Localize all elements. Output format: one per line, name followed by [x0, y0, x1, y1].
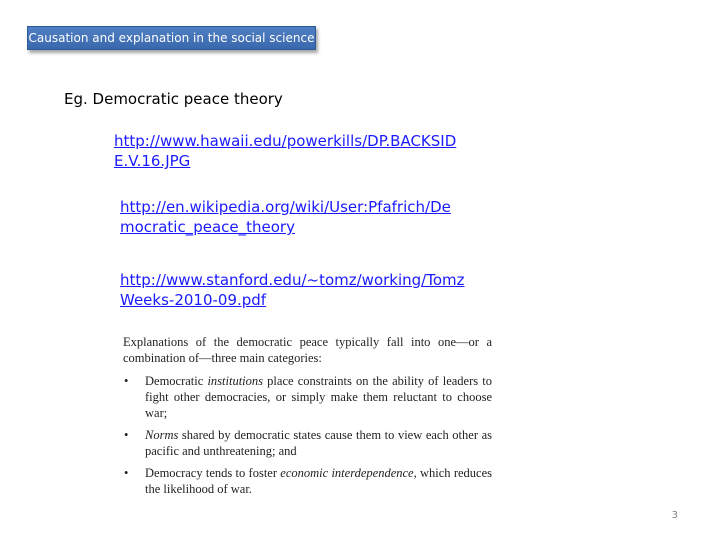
item-text-pre: Democratic — [145, 374, 208, 388]
bullet-icon: • — [124, 374, 129, 388]
item-text-post: place constraints on the ability of leaders to fight other democracies, or simply make them reluctant to choose war; — [145, 374, 492, 420]
excerpt-list — [123, 373, 492, 497]
item-text-em: Norms — [145, 428, 179, 442]
slide-number: 3 — [671, 510, 678, 521]
link-hawaii[interactable]: http://www.hawaii.edu/powerkills/DP.BACKSIDE.V.16.JPG — [114, 132, 457, 170]
link-stanford[interactable]: http://www.stanford.edu/~tomz/working/TomzWeeks-2010-09.pdf — [120, 271, 465, 309]
link-wikipedia[interactable]: http://en.wikipedia.org/wiki/User:Pfafrich/Democratic_peace_theory — [120, 198, 451, 236]
item-text-post: , which reduces the likelihood of war. — [145, 466, 492, 496]
item-text-em: institutions — [207, 374, 264, 388]
slide-title-banner — [27, 26, 316, 50]
list-item — [123, 465, 492, 497]
bullet-icon: • — [124, 466, 129, 480]
list-item — [123, 427, 492, 459]
excerpt-image — [123, 334, 492, 503]
item-text-post: shared by democratic states cause them to view each other as pacific and unthreatening; and — [145, 428, 492, 458]
section-heading: Eg. Democratic peace theory — [64, 90, 283, 108]
slide-title-text: Causation and explanation in the social science — [28, 31, 315, 45]
item-text-pre: Democracy tends to foster — [145, 466, 281, 480]
bullet-icon: • — [124, 428, 129, 442]
excerpt-intro: Explanations of the democratic peace typically fall into one—or a combination of—three main categories: — [123, 335, 492, 365]
list-item — [123, 373, 492, 421]
item-text-em: economic interdependence — [280, 466, 414, 480]
